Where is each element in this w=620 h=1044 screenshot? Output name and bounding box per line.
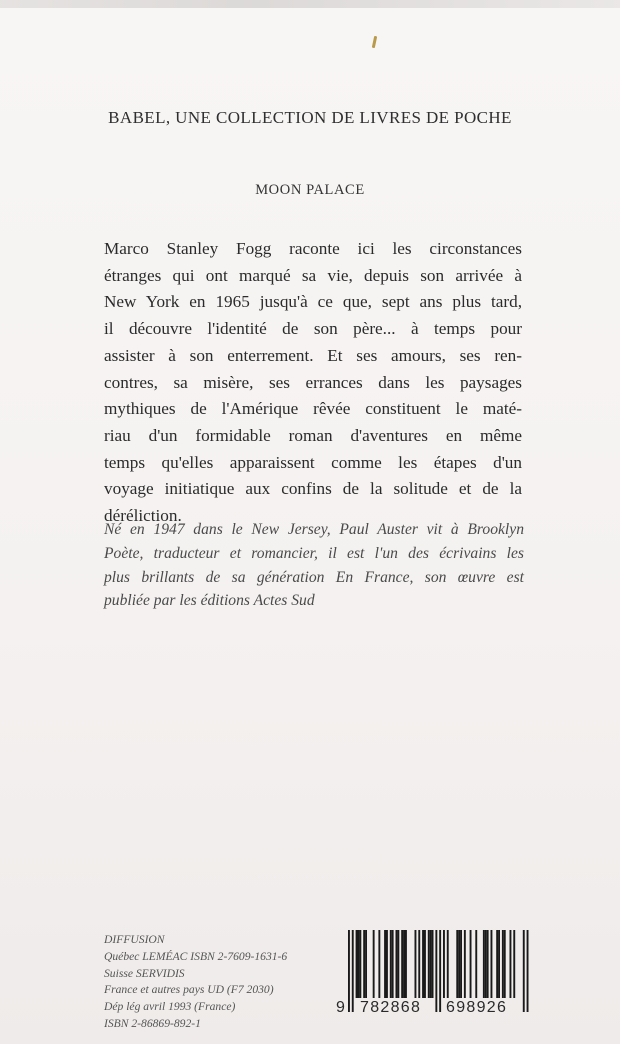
synopsis-line: déréliction. <box>104 506 182 526</box>
bio-line: Né en 1947 dans le New Jersey, Paul Auster vit à Brooklyn <box>104 521 524 538</box>
bio-line: publiée par les éditions Actes Sud <box>104 592 315 610</box>
barcode-bar <box>428 930 430 998</box>
barcode-bar <box>483 930 485 998</box>
bio-line: Poète, traducteur et romancier, il est l'un des écrivains les <box>104 544 524 562</box>
barcode-bar <box>384 930 386 998</box>
synopsis-line: riau d'un formidable roman d'aventures en même <box>104 425 522 445</box>
bio-line: plus brillants de sa génération En France, son œuvre est <box>104 568 524 586</box>
barcode-left-digits: 782868 <box>360 999 422 1016</box>
distribution-line: France et autres pays UD (F7 2030) <box>104 983 274 997</box>
barcode-bar <box>415 930 417 998</box>
isbn-barcode <box>336 926 532 1024</box>
book-title: MOON PALACE <box>255 182 365 198</box>
barcode-bar <box>470 930 472 998</box>
synopsis-line: mythiques de l'Amérique rêvée constituent le maté- <box>104 399 522 419</box>
barcode-bar <box>464 930 466 998</box>
barcode-bar <box>424 930 426 998</box>
barcode-lead-digit: 9 <box>336 999 345 1016</box>
distribution-heading: DIFFUSION <box>104 933 165 946</box>
barcode-bar <box>460 930 462 998</box>
barcode-bar <box>358 930 360 998</box>
barcode-bar <box>496 930 498 998</box>
barcode-bar <box>397 930 399 998</box>
barcode-bar <box>396 930 398 998</box>
barcode-bar <box>487 930 489 998</box>
barcode-bar <box>356 930 358 998</box>
barcode-bar <box>359 930 361 998</box>
barcode-bar <box>386 930 388 998</box>
series-line: BABEL, UNE COLLECTION DE LIVRES DE POCHE <box>108 108 512 127</box>
barcode-bar <box>456 930 458 998</box>
top-edge-strip <box>0 0 620 8</box>
synopsis-line: New York en 1965 jusqu'à ce que, sept ans plus tard, <box>104 292 522 312</box>
barcode-bar <box>418 930 420 998</box>
barcode-bar <box>475 930 477 998</box>
distribution-info <box>104 932 344 1033</box>
synopsis-line: assister à son enterrement. Et ses amours, ses ren- <box>104 345 522 365</box>
isbn-line: ISBN 2-86869-892-1 <box>104 1016 201 1030</box>
barcode-bar <box>422 930 424 998</box>
barcode-bar <box>447 930 449 998</box>
legal-deposit-line: Dép lég avril 1993 (France) <box>104 1000 236 1014</box>
synopsis-paragraph <box>104 236 522 530</box>
barcode-bar <box>363 930 365 998</box>
barcode-bar <box>365 930 367 998</box>
barcode-bar <box>430 930 432 998</box>
synopsis-line: voyage initiatique aux confins de la solitude et de la <box>104 479 522 499</box>
barcode-bar <box>373 930 375 998</box>
barcode-bar <box>378 930 380 998</box>
barcode-bar <box>443 930 445 998</box>
distribution-line: Québec LEMÉAC ISBN 2-7609-1631-6 <box>104 949 288 963</box>
barcode-bar <box>504 930 506 998</box>
barcode-bar <box>390 930 392 998</box>
barcode-bar <box>485 930 487 998</box>
synopsis-line: contres, sa misère, ses errances dans les paysages <box>104 372 522 392</box>
barcode-digits <box>336 999 532 1021</box>
barcode-bar <box>513 930 515 998</box>
barcode-bar <box>502 930 504 998</box>
distribution-line: Suisse SERVIDIS <box>104 966 185 980</box>
barcode-bar <box>491 930 493 998</box>
barcode-bar <box>432 930 434 998</box>
barcode-bar <box>498 930 500 998</box>
synopsis-line: étranges qui ont marqué sa vie, depuis son arrivée à <box>104 265 522 285</box>
author-bio <box>104 518 524 613</box>
barcode-right-digits: 698926 <box>446 999 508 1016</box>
barcode-bar <box>403 930 405 998</box>
barcode-bar <box>401 930 403 998</box>
barcode-bar <box>458 930 460 998</box>
barcode-bar <box>392 930 394 998</box>
barcode-bar <box>405 930 407 998</box>
synopsis-line: il découvre l'identité de son père... à temps pour <box>104 319 522 339</box>
synopsis-line: Marco Stanley Fogg raconte ici les circonstances <box>104 239 522 258</box>
synopsis-line: temps qu'elles apparaissent comme les étapes d'un <box>104 452 522 472</box>
barcode-bar <box>510 930 512 998</box>
